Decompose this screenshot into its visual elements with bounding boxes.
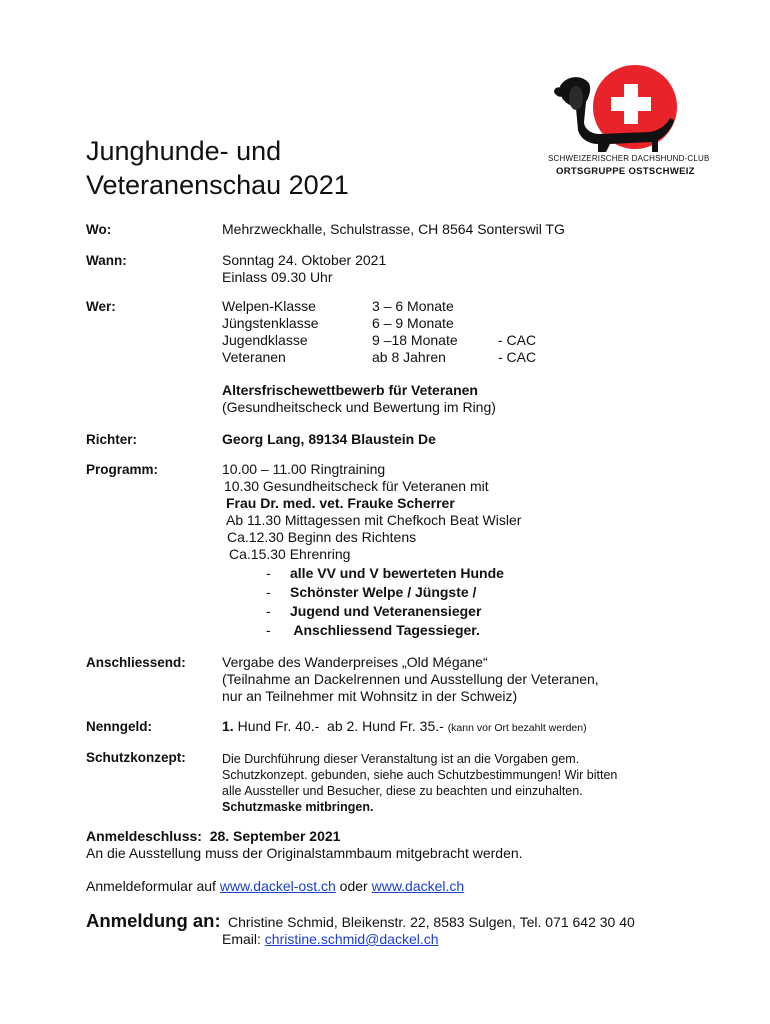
programm-line-vet: Frau Dr. med. vet. Frauke Scherrer bbox=[226, 495, 455, 511]
schutzkonzept-mask: Schutzmaske mitbringen. bbox=[222, 800, 374, 814]
anmeldung-contact bbox=[228, 914, 635, 931]
nenngeld-text: Hund Fr. 40.- ab 2. Hund Fr. 35.- bbox=[233, 718, 448, 734]
award-item bbox=[266, 602, 504, 621]
schutzkonzept-label: Schutzkonzept: bbox=[86, 750, 186, 765]
link-dackel[interactable]: www.dackel.ch bbox=[371, 878, 465, 894]
programm-line: Ab 11.30 Mittagessen mit Chefkoch Beat Wisler bbox=[226, 512, 522, 528]
dash: - bbox=[266, 603, 271, 619]
anschliessend-line: (Teilnahme an Dackelrennen und Ausstellung der Veteranen, bbox=[222, 671, 599, 687]
schutzkonzept-line: Die Durchführung dieser Veranstaltung ist an die Vorgaben gem. bbox=[222, 752, 580, 766]
award-text: Jugend und Veteranensieger bbox=[290, 603, 482, 619]
class-name: Welpen-Klasse bbox=[222, 298, 316, 314]
contest-title: Altersfrischewettbewerb für Veteranen bbox=[222, 382, 478, 398]
club-logo bbox=[540, 62, 700, 182]
award-item bbox=[266, 621, 504, 640]
class-note: - CAC bbox=[498, 332, 537, 348]
award-text: Schönster Welpe / Jüngste / bbox=[290, 584, 477, 600]
title-line-2: Veteranenschau 2021 bbox=[86, 170, 349, 200]
contest-subtitle: (Gesundheitscheck und Bewertung im Ring) bbox=[222, 399, 496, 415]
class-note: - CAC bbox=[498, 349, 537, 365]
class-row bbox=[222, 349, 552, 366]
deadline-date: Anmeldeschluss: 28. September 2021 bbox=[86, 828, 341, 844]
formular-middle: oder bbox=[335, 878, 372, 894]
nenngeld-value bbox=[222, 718, 587, 737]
veteran-contest bbox=[222, 382, 496, 416]
wann-entry: Einlass 09.30 Uhr bbox=[222, 269, 333, 285]
wann-label: Wann: bbox=[86, 253, 127, 268]
dachshund-flag-icon bbox=[540, 62, 700, 182]
wer-label: Wer: bbox=[86, 299, 116, 314]
dash: - bbox=[266, 584, 271, 600]
wann-date: Sonntag 24. Oktober 2021 bbox=[222, 252, 387, 268]
email-link[interactable]: christine.schmid@dackel.ch bbox=[264, 931, 439, 947]
deadline bbox=[86, 828, 523, 862]
wo-value: Mehrzweckhalle, Schulstrasse, CH 8564 Sonterswil TG bbox=[222, 221, 565, 237]
programm-line: 10.30 Gesundheitscheck für Veteranen mit bbox=[224, 478, 489, 494]
class-age: 3 – 6 Monate bbox=[372, 298, 454, 314]
nenngeld-num: 1. bbox=[222, 718, 234, 734]
nenngeld-label: Nenngeld: bbox=[86, 719, 152, 734]
award-item bbox=[266, 564, 504, 583]
richter-value: Georg Lang, 89134 Blaustein De bbox=[222, 431, 436, 447]
wo-label: Wo: bbox=[86, 222, 112, 237]
programm-list bbox=[222, 461, 521, 563]
dash: - bbox=[266, 565, 271, 581]
schutzkonzept-value bbox=[222, 751, 617, 815]
programm-line: Ca.12.30 Beginn des Richtens bbox=[227, 529, 417, 545]
deadline-note: An die Ausstellung muss der Originalstammbaum mitgebracht werden. bbox=[86, 845, 523, 861]
class-list bbox=[222, 298, 552, 366]
anschliessend-line: nur an Teilnehmer mit Wohnsitz in der Schweiz) bbox=[222, 688, 518, 704]
class-row bbox=[222, 332, 552, 349]
title-line-1: Junghunde- und bbox=[86, 136, 282, 166]
class-name: Veteranen bbox=[222, 349, 286, 365]
page-title bbox=[86, 134, 349, 202]
formular-prefix: Anmeldeformular auf bbox=[86, 878, 220, 894]
award-text: Anschliessend Tagessieger. bbox=[290, 622, 480, 638]
anschliessend-line: Vergabe des Wanderpreises „Old Mégane“ bbox=[222, 654, 488, 670]
class-age: ab 8 Jahren bbox=[372, 349, 446, 365]
schutzkonzept-line: alle Aussteller und Besucher, diese zu beachten und einzuhalten. bbox=[222, 784, 583, 798]
programm-label: Programm: bbox=[86, 462, 159, 477]
class-name: Jugendklasse bbox=[222, 332, 308, 348]
dash: - bbox=[266, 622, 271, 638]
programm-line: 10.00 – 11.00 Ringtraining bbox=[222, 461, 386, 477]
email-prefix: Email: bbox=[222, 931, 265, 947]
schutzkonzept-line: Schutzkonzept. gebunden, siehe auch Schutzbestimmungen! Wir bitten bbox=[222, 768, 618, 782]
award-text: alle VV und V bewerteten Hunde bbox=[290, 565, 504, 581]
club-group: ORTSGRUPPE OSTSCHWEIZ bbox=[556, 166, 695, 177]
anmeldung-address: Christine Schmid, Bleikenstr. 22, 8583 Sulgen, Tel. 071 642 30 40 bbox=[228, 914, 635, 930]
richter-label bbox=[86, 432, 137, 447]
class-row bbox=[222, 298, 552, 315]
anschliessend-value bbox=[222, 654, 599, 705]
richter-label-text: Richter: bbox=[86, 432, 138, 447]
class-age: 9 –18 Monate bbox=[372, 332, 458, 348]
award-item bbox=[266, 583, 504, 602]
club-name: SCHWEIZERISCHER DACHSHUND-CLUB bbox=[548, 154, 710, 163]
award-list bbox=[266, 564, 504, 640]
nenngeld-note: (kann vor Ort bezahlt werden) bbox=[447, 722, 587, 734]
link-dackel-ost[interactable]: www.dackel-ost.ch bbox=[219, 878, 336, 894]
class-row bbox=[222, 315, 552, 332]
class-name: Jüngstenklasse bbox=[222, 315, 319, 331]
formular-line bbox=[86, 878, 464, 894]
anmeldung-email-line bbox=[222, 931, 439, 947]
anmeldung-label: Anmeldung an: bbox=[86, 910, 221, 931]
wann-value bbox=[222, 252, 386, 286]
anschliessend-label: Anschliessend: bbox=[86, 655, 186, 670]
class-age: 6 – 9 Monate bbox=[372, 315, 454, 331]
programm-line: Ca.15.30 Ehrenring bbox=[229, 546, 351, 562]
